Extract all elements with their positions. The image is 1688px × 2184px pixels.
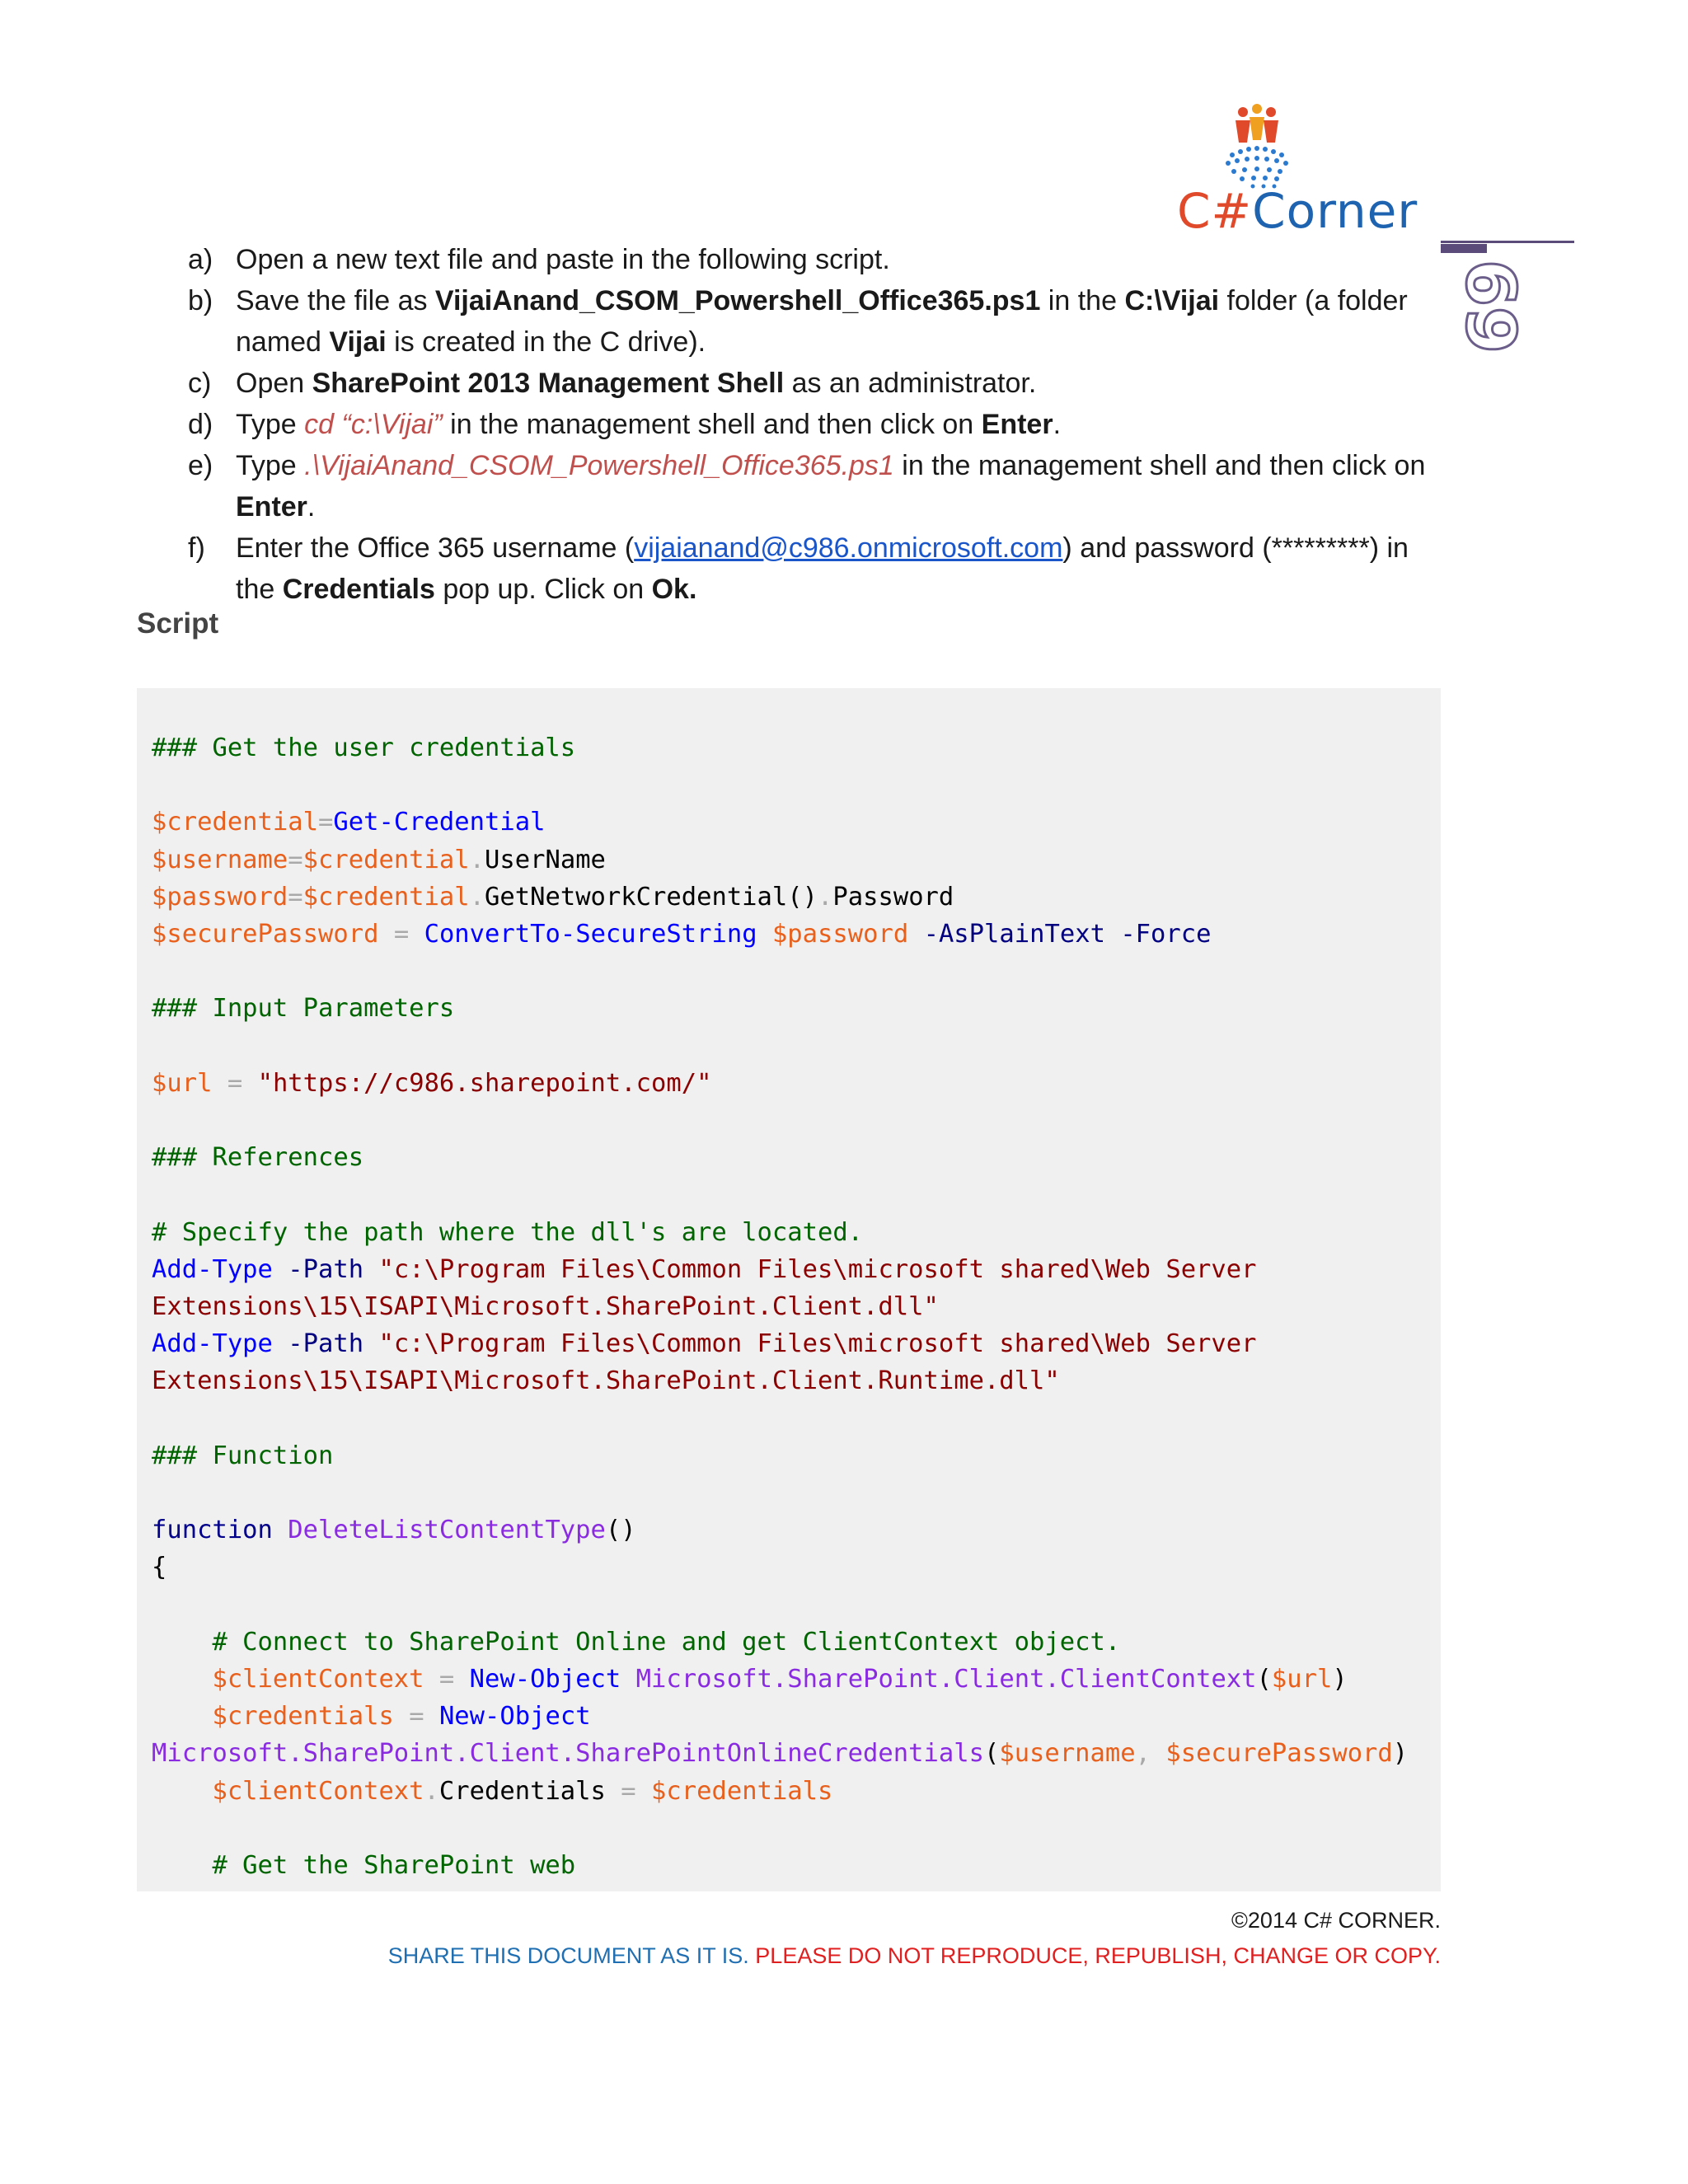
page-number: 69: [1451, 260, 1529, 354]
logo-wordmark: C#Corner: [1177, 183, 1418, 239]
list-item: d) Type cd “c:\Vijai” in the management shell and then click on Enter.: [188, 409, 1062, 440]
list-item: c) Open SharePoint 2013 Management Shell as an administrator.: [188, 368, 1037, 399]
copyright-notice: ©2014 C# CORNER.: [1231, 1908, 1441, 1933]
list-item: f) Enter the Office 365 username (vijaianand@c986.onmicrosoft.com) and password (*********) in the Credentials pop up. Click on Ok.: [188, 532, 1409, 605]
page-number-tab: [1441, 244, 1487, 253]
email-link[interactable]: vijaianand@c986.onmicrosoft.com: [634, 532, 1063, 564]
people-globe-icon: [1175, 97, 1422, 196]
powershell-script: ### Get the user credentials $credential=Get-Credential $username=$credential.UserName $password=$credential.GetNetworkCredential().Password $securePassword = ConvertTo-SecureString $password -AsPlainText -Force ### Input Parameters $url = "https://c986.sharepoint.com/" ### References # Specify the path where the dll's are located. Add-Type -Path "c:\Program Files\Common Files\microsoft shared\Web Server Extensions\15\ISAPI\Microsoft.SharePoint.Client.dll" Add-Type -Path "c:\Program Files\Common Files\microsoft shared\Web Server Extensions\15\ISAPI\Microsoft.SharePoint.Client.Runtime.dll" ### Function function DeleteListContentType() { # Connect to SharePoint Online and get ClientContext object. $clientContext = New-Object Microsoft.SharePoint.Client.ClientContext($url) $credentials = New-Object Microsoft.SharePoint.Client.SharePointOnlineCredentials($username, $securePassword) $clientContext.Credentials = $credentials # Get the SharePoint web: [152, 733, 1409, 1881]
code-block: [137, 688, 1441, 1891]
list-item: e) Type .\VijaiAnand_CSOM_Powershell_Office365.ps1 in the management shell and then click on Enter.: [188, 450, 1426, 523]
instruction-list: [188, 239, 1441, 610]
list-item: b) Save the file as VijaiAnand_CSOM_Powershell_Office365.ps1 in the C:\Vijai folder (a folder named Vijai is created in the C drive).: [188, 285, 1408, 358]
list-item: a) Open a new text file and paste in the following script.: [188, 244, 890, 275]
page-number-rule: [1441, 241, 1574, 243]
section-heading: Script: [137, 607, 219, 640]
share-notice: SHARE THIS DOCUMENT AS IT IS. PLEASE DO NOT REPRODUCE, REPUBLISH, CHANGE OR COPY.: [387, 1943, 1441, 1968]
